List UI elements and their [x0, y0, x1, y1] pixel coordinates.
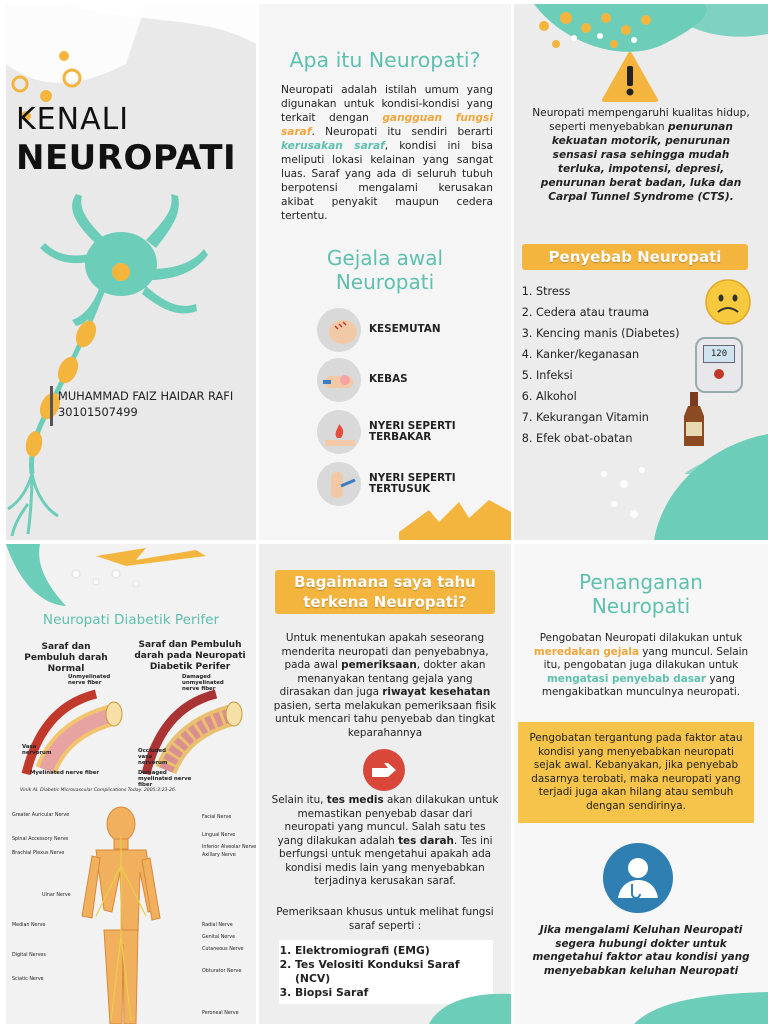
glucometer-display: 120 [703, 345, 735, 363]
test-item: 3. Biopsi Saraf [295, 986, 493, 1000]
cover-title-line1: KENALI [16, 102, 130, 137]
annotation: Damaged unmyelinated nerve fiber [182, 674, 224, 692]
author-id: 30101507499 [58, 405, 138, 419]
treatment-heading: Penanganan Neuropati [579, 570, 703, 618]
annotation: Vasa nervorum [22, 744, 52, 756]
diabetic-panel: Neuropati Diabetik Perifer Saraf dan Pembuluh darah Normal Saraf dan Pembuluh darah pada Neuropati Diabetik Perifer Unmyelinated nerve fiber Damaged unmyelinated nerve fiber Vasa nervorum Myelinated nerve fiber Occluded vasa nervorum Damaged myelinated nerve fiber Vinik AI. Diabetic Microvascular Complications Today. 2005;3:23-26. Greater Auricular Nerve Spinal Accessory Nerve Brachial Plexus Nerve Ulnar Nerve Median Nerve Digital Nerves Sciatic Nerve Facial Nerve Lingual Nerve Inferior Alveolar Nerve Axillary Nerve Radial Nerve Genital Nerve Cutaneous Nerve Obturator Nerve Peroneal Nerve [6, 544, 256, 1024]
cause-item: 3. Kencing manis (Diabetes) [536, 323, 680, 344]
closing-text: Jika mengalami Keluhan Neuropati segera hubungi dokter untuk mengetahui faktor atau kondisi yang menyebabkan keluhan Neuropati [532, 924, 750, 977]
treatment-info-box: Pengobatan tergantung pada faktor atau kondisi yang menyebabkan neuropati sejak awal. Kebanyakan, jika penyebab dasarnya terobati, maka neuropati yang terjadi juga akan hilang atau sembuh dengan sendirinya. [518, 722, 754, 823]
panel-decoration [514, 4, 768, 540]
cause-item: 1. Stress [536, 281, 680, 302]
human-nervous-system-diagram [66, 806, 176, 1024]
numbness-icon [317, 358, 361, 402]
doctor-icon [602, 842, 674, 914]
annotation: Occluded vasa nervorum [138, 748, 168, 766]
diagnosis-panel [259, 544, 511, 1024]
stabbing-pain-icon [317, 462, 361, 506]
yellow-brush-decoration [399, 492, 511, 540]
diabetic-heading: Neuropati Diabetik Perifer [42, 612, 220, 628]
causes-list [520, 281, 680, 449]
annotation: Unmyelinated nerve fiber [68, 674, 111, 686]
burning-pain-icon [317, 410, 361, 454]
label-normal: Saraf dan Pembuluh darah Normal [24, 642, 108, 674]
diagnosis-text-1: Untuk menentukan apakah seseorang menderita neuropati dan penyebabnya, pada awal pemeriksaan, dokter akan menanyakan tentang gejala yang dirasakan dan juga riwayat kesehatan pasien, serta melakukan pemeriksaan fisik untuk mencari tahu penyebab dan tingkat keparahannya [273, 632, 497, 739]
cause-item: 4. Kanker/keganasan [536, 344, 680, 365]
diagnosis-text-2: Selain itu, tes medis akan dilakukan untuk memastikan penyebab dasar dari neuropati yang muncul. Salah satu tes yang dilakukan adalah tes darah. Tes ini berfungsi untuk mengetahui apakah ada kondisi medis lain yang menyebabkan terjadinya kerusakan saraf. [271, 794, 499, 888]
panel-decoration [6, 544, 256, 614]
cause-item: 7. Kekurangan Vitamin [536, 407, 680, 428]
pointing-hand-icon [362, 748, 406, 792]
what-is-heading: Apa itu Neuropati? [289, 48, 481, 72]
treatment-panel [514, 544, 768, 1024]
symptom-label: NYERI SEPERTI TERBAKAR [369, 419, 456, 443]
diagnosis-heading: Bagaimana saya tahu terkena Neuropati? [275, 570, 495, 614]
cause-item: 8. Efek obat-obatan [536, 428, 680, 449]
citation: Vinik AI. Diabetic Microvascular Complications Today. 2005;3:23-26. [20, 788, 177, 793]
annotation: Damaged myelinated nerve fiber [138, 770, 192, 788]
symptom-label: NYERI SEPERTI TERTUSUK [369, 471, 456, 495]
alcohol-bottle-icon [680, 392, 708, 448]
glucometer-icon [695, 337, 743, 393]
what-is-panel [259, 4, 511, 540]
symptom-label: KEBAS [369, 373, 408, 386]
author-name: MUHAMMAD FAIZ HAIDAR RAFI [58, 389, 234, 403]
cause-item: 2. Cedera atau trauma [536, 302, 680, 323]
cause-item: 5. Infeksi [536, 365, 680, 386]
symptom-list [317, 306, 469, 510]
cause-item: 6. Alkohol [536, 386, 680, 407]
cover-title-line2: NEUROPATI [16, 138, 237, 178]
cover-panel [6, 4, 256, 540]
impact-causes-panel [514, 4, 768, 540]
symptom-item-numbness [317, 354, 469, 406]
symptom-label: KESEMUTAN [369, 323, 441, 336]
symptom-item-burning [317, 406, 469, 458]
impact-text: Neuropati mempengaruhi kualitas hidup, seperti menyebabkan penurunan kekuatan motorik, penurunan sensasi rasa sehingga mudah terluka, impotensi, depresi, penurunan berat badan, luka dan Carpal Tunnel Syndrome (CTS). [532, 107, 750, 204]
tingling-icon [317, 308, 361, 352]
causes-heading: Penyebab Neuropati [522, 244, 748, 270]
test-item: 1. Elektromiografi (EMG) [295, 944, 493, 958]
label-peripheral: Saraf dan Pembuluh darah pada Neuropati Diabetik Perifer [134, 640, 246, 672]
author-divider [50, 386, 53, 426]
symptom-item-tingling [317, 306, 469, 354]
what-is-text: Neuropati adalah istilah umum yang digunakan untuk kondisi-kondisi yang terkait dengan gangguan fungsi saraf. Neuropati itu sendiri berarti kerusakan saraf, kondisi ini bisa meliputi lokasi kelainan yang sangat luas. Saraf yang ada di seluruh tubuh berpotensi mengalami kerusakan akibat penyakit maupun cedera tertentu. [281, 84, 493, 222]
panel-decoration [409, 984, 511, 1024]
sad-face-icon [704, 278, 752, 326]
neuron-illustration [6, 4, 256, 540]
symptoms-heading: Gejala awal Neuropati [326, 246, 444, 294]
test-item: 2. Tes Velositi Konduksi Saraf (NCV) [295, 958, 493, 986]
diagnosis-text-3: Pemeriksaan khusus untuk melihat fungsi saraf seperti : [276, 906, 494, 932]
treatment-text: Pengobatan Neuropati dilakukan untuk meredakan gejala yang muncul. Selain itu, pengobatan juga dilakukan untuk mengatasi penyebab dasar yang mengakibatkan munculnya neuropati. [533, 632, 749, 699]
annotation: Myelinated nerve fiber [30, 770, 100, 776]
panel-decoration [634, 990, 768, 1024]
